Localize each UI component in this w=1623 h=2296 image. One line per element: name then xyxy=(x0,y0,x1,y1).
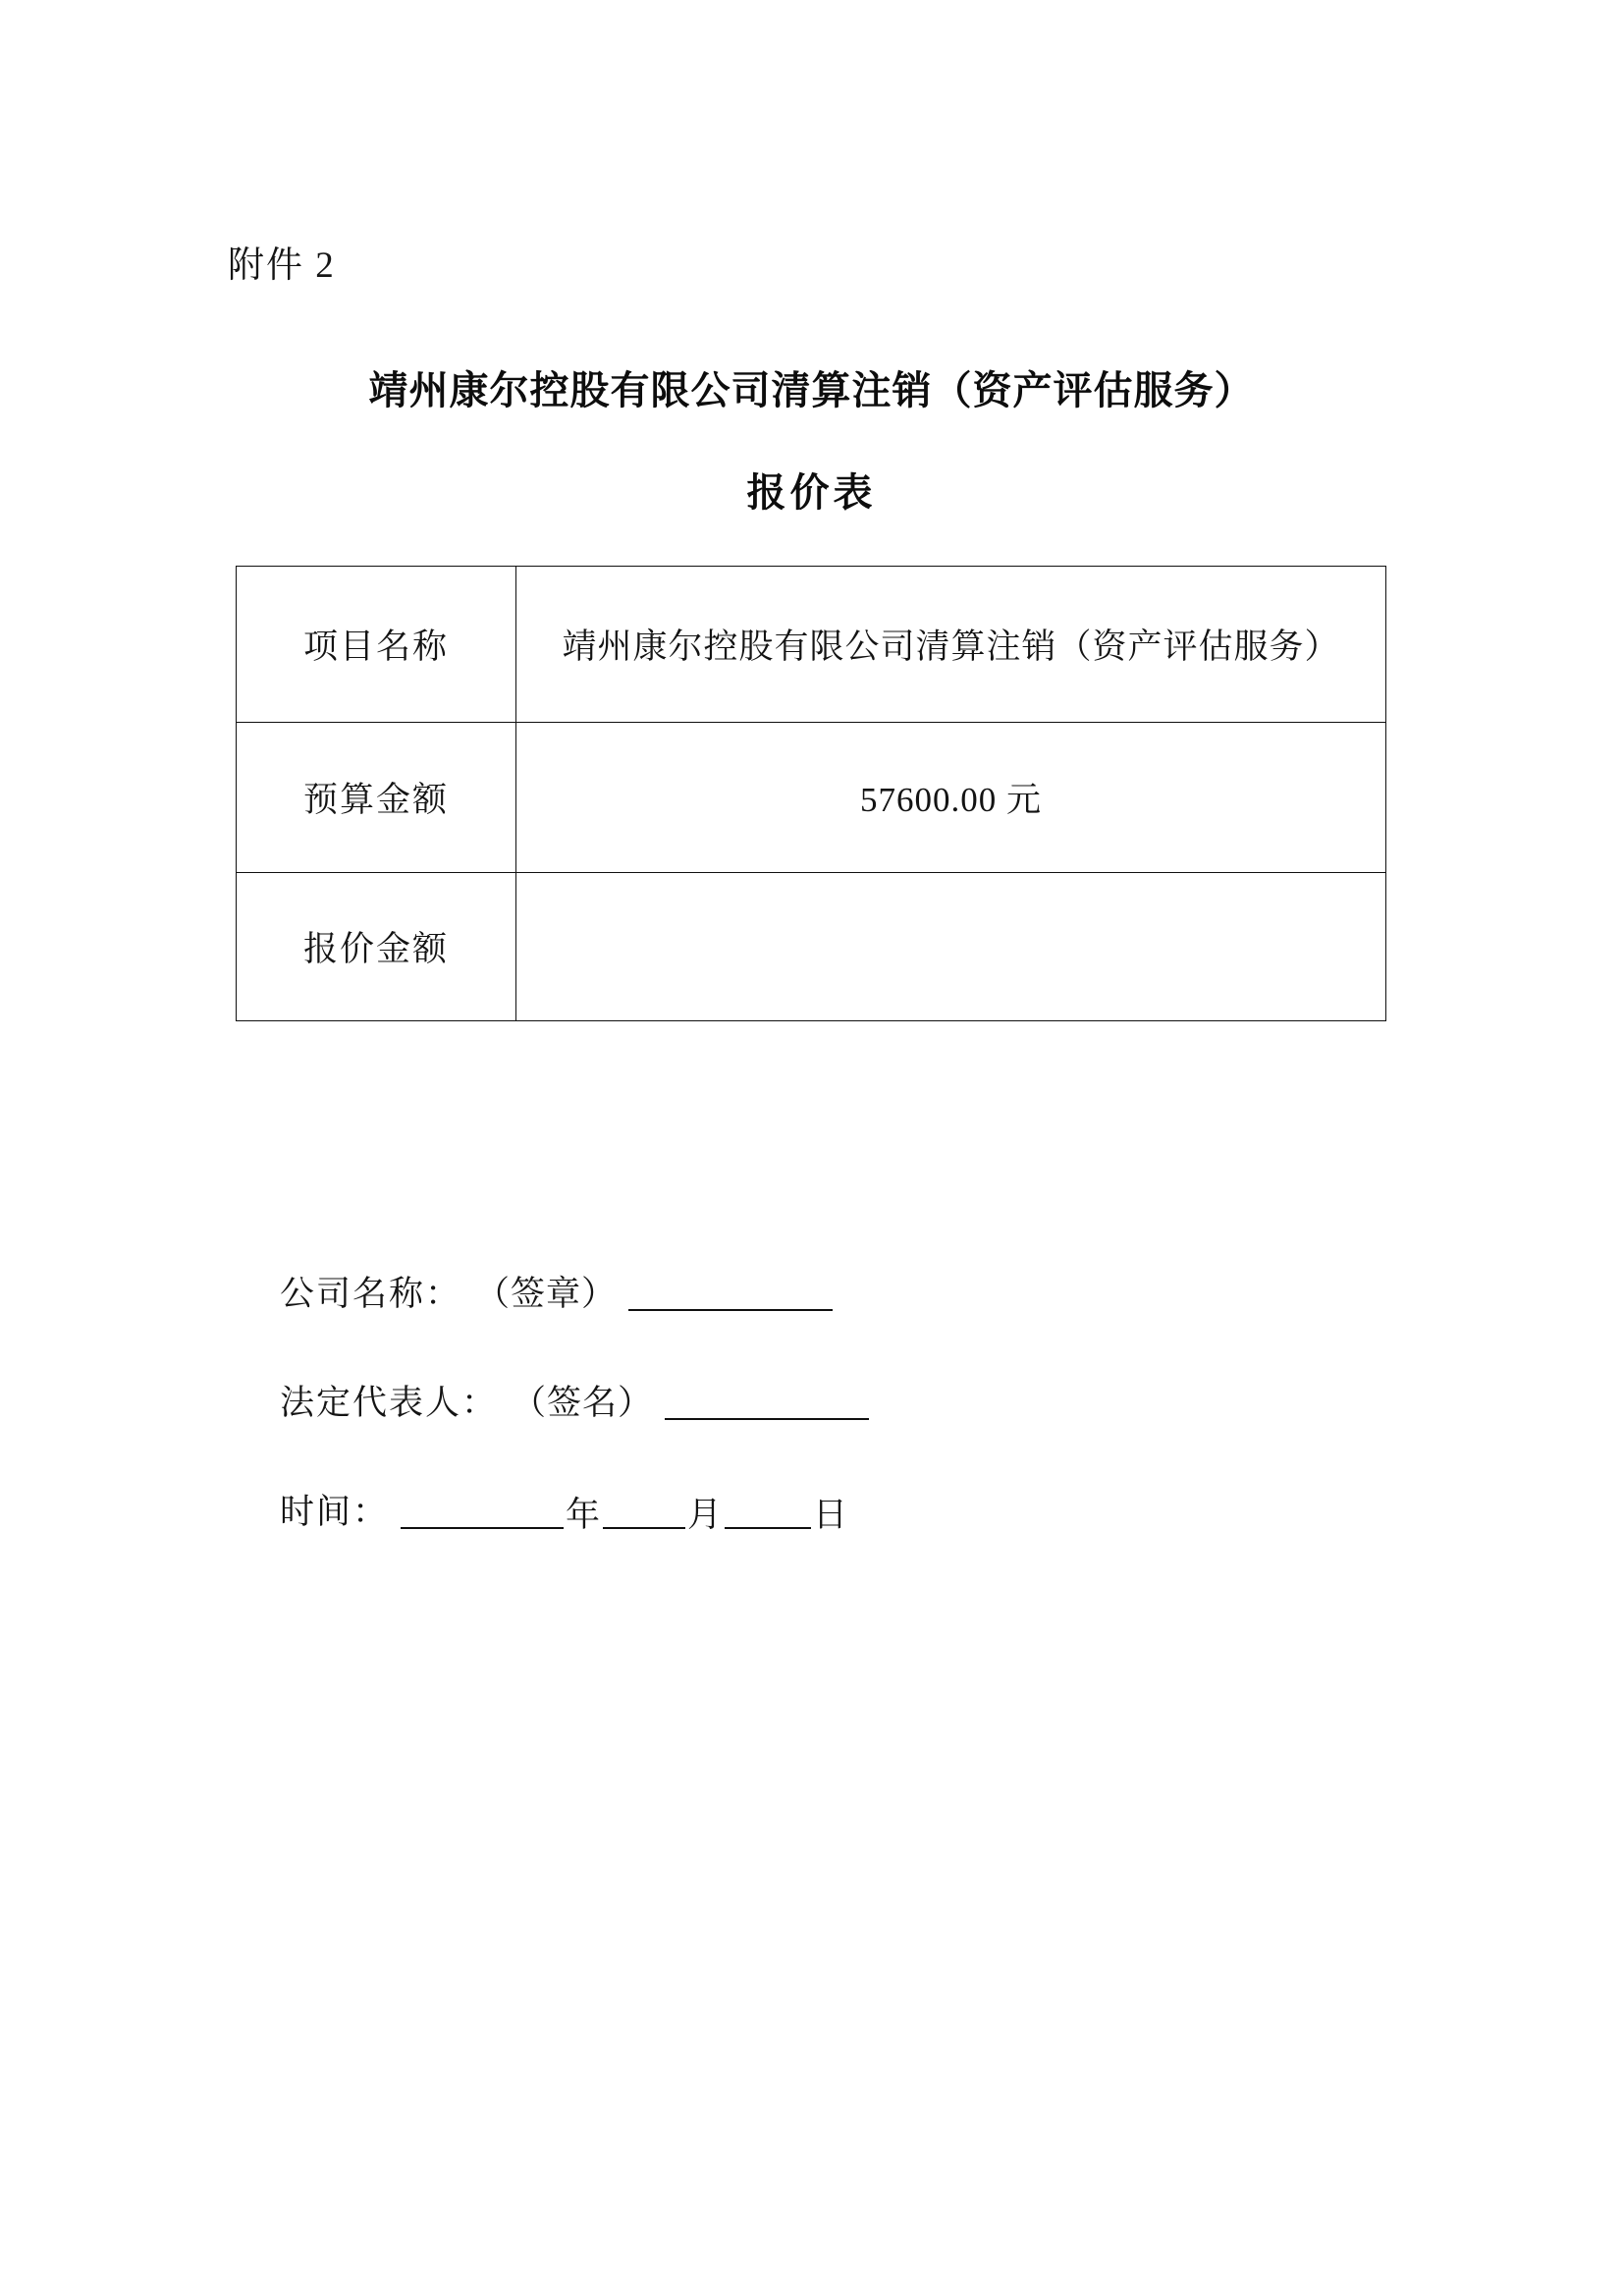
date-line xyxy=(280,1493,1163,1534)
signature-block xyxy=(280,1275,1163,1534)
table-value-budget-amount: 57600.00 元 xyxy=(516,723,1386,873)
legal-representative-label: 法定代表人： xyxy=(280,1384,499,1422)
date-year-unit: 年 xyxy=(566,1496,602,1534)
legal-representative-blank[interactable] xyxy=(665,1389,869,1420)
legal-representative-signature-hint: （签名） xyxy=(512,1384,654,1422)
company-name-label: 公司名称： xyxy=(280,1275,462,1313)
company-name-blank[interactable] xyxy=(628,1280,833,1311)
document-title-line-1: 靖州康尔控股有限公司清算注销（资产评估服务） xyxy=(368,368,1255,412)
date-day-unit: 日 xyxy=(813,1496,849,1534)
table-row-project-name xyxy=(237,567,1386,723)
table-value-quoted-amount-input[interactable] xyxy=(516,873,1386,1021)
table-label-quoted-amount: 报价金额 xyxy=(237,873,516,1021)
table-label-budget-amount: 预算金额 xyxy=(237,723,516,873)
date-month-unit: 月 xyxy=(687,1496,724,1534)
company-seal-hint: （签章） xyxy=(475,1275,618,1313)
date-day-blank[interactable] xyxy=(725,1498,811,1529)
table-row-budget-amount xyxy=(237,723,1386,873)
date-label: 时间： xyxy=(280,1493,390,1531)
company-name-line xyxy=(280,1277,1163,1311)
document-title-line-2: 报价表 xyxy=(746,470,877,515)
date-year-blank[interactable] xyxy=(401,1498,564,1529)
table-value-project-name: 靖州康尔控股有限公司清算注销（资产评估服务） xyxy=(516,567,1386,723)
quotation-table xyxy=(236,566,1386,1021)
legal-representative-line xyxy=(280,1386,1163,1420)
table-label-project-name: 项目名称 xyxy=(237,567,516,723)
attachment-label: 附件 2 xyxy=(228,246,336,286)
table-row-quoted-amount xyxy=(237,873,1386,1021)
date-month-blank[interactable] xyxy=(603,1498,685,1529)
